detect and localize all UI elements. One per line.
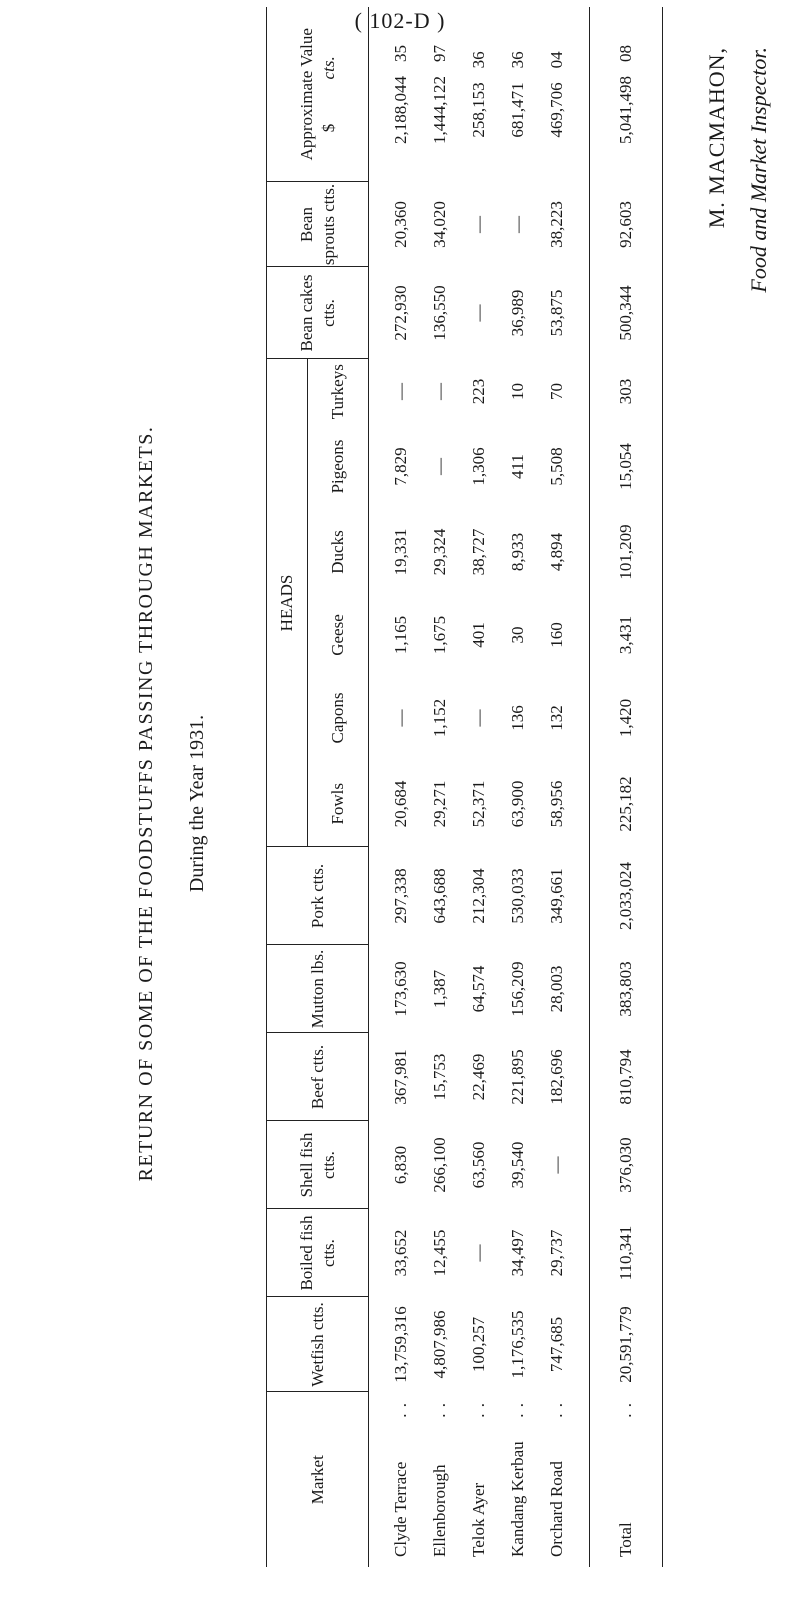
header-pork: Pork ctts. [267,847,369,945]
beef-cell: 15,753 [429,1053,449,1101]
market-name-cell [498,1392,537,1567]
pigeons-cell: 5,508 [546,447,566,486]
total-mutton: 383,803 [590,945,663,1033]
leader-dots: . . [468,1402,488,1418]
header-fowls: Fowls [308,761,369,847]
total-ducks: 101,209 [590,509,663,595]
total-shell-fish: 376,030 [590,1121,663,1209]
capons-cell: 1,152 [429,698,449,738]
table-row [459,7,498,1567]
value-cents: 97 [429,44,449,62]
pigeons-cell: 1,306 [468,447,488,486]
pigeons-cell: 411 [507,454,527,479]
mutton-cell: 28,003 [546,965,566,1013]
beef-cell: 221,895 [507,1049,527,1105]
total-label-cell [590,1392,663,1567]
beef-cell: 22,469 [468,1053,488,1101]
leader-dots: . . [507,1402,527,1418]
value-dollars: 469,706 [546,82,566,138]
value-cell [498,7,537,182]
fowls-cell: 52,371 [468,780,488,828]
wetfish-cell: 100,257 [468,1316,488,1373]
value-cents: 36 [468,51,488,69]
wetfish-cell: 4,807,986 [429,1310,449,1379]
header-row-main [267,7,308,1567]
capons-cell: — [390,709,410,727]
value-cents: 04 [546,51,566,69]
wetfish-cell: 1,176,535 [507,1310,527,1379]
pork-cell: 212,304 [468,868,488,924]
leader-dots: . . [429,1402,449,1418]
value-dollars: 1,444,122 [429,75,449,144]
value-cents: 35 [390,44,410,62]
total-wetfish: 20,591,779 [590,1297,663,1392]
header-value-dollar: $ [318,123,338,133]
shell-fish-cell: 6,830 [390,1145,410,1185]
header-value [267,7,369,182]
total-turkeys: 303 [590,359,663,424]
total-pigeons: 15,054 [590,424,663,509]
header-value-label: Approximate Value [297,28,317,161]
total-bean-cakes: 500,344 [590,267,663,359]
header-bean-cakes: Bean cakes ctts. [267,267,369,359]
total-row [590,7,663,1567]
bean-cakes-cell: 136,550 [429,285,449,341]
header-geese: Geese [308,595,369,675]
mutton-cell: 173,630 [390,961,410,1017]
capons-cell: — [468,709,488,727]
signature-name: M. MACMAHON, [704,47,729,229]
value-cell [381,7,420,182]
leader-dots: . . [616,1402,635,1418]
total-label: Total [616,1522,635,1557]
total-value [590,7,663,182]
shell-fish-cell: 266,100 [429,1137,449,1193]
market-name: Ellenborough [429,1464,449,1557]
total-geese: 3,431 [590,595,663,675]
header-ducks: Ducks [308,509,369,595]
market-name-cell [459,1392,498,1567]
pigeons-cell: — [429,458,449,475]
boiled-fish-cell: 34,497 [507,1229,527,1277]
bean-cakes-cell: 272,930 [390,285,410,341]
mutton-cell: 1,387 [429,969,449,1009]
header-turkeys: Turkeys [308,359,369,424]
value-cents: 36 [507,51,527,69]
signature-title: Food and Market Inspector. [746,47,771,293]
total-capons: 1,420 [590,675,663,761]
market-name: Telok Ayer [468,1482,488,1557]
boiled-fish-cell: 12,455 [429,1229,449,1277]
geese-cell: 1,165 [390,615,410,655]
turkeys-cell: 70 [546,383,566,400]
bean-sprouts-cell: — [468,215,488,233]
leader-dots: . . [546,1402,566,1418]
total-bean-sprouts: 92,603 [590,182,663,267]
wetfish-cell: 747,685 [546,1316,566,1373]
ducks-cell: 29,324 [429,528,449,576]
market-name-cell [381,1392,420,1567]
value-cell [459,7,498,182]
table-row [381,7,420,1567]
boiled-fish-cell: 29,737 [546,1229,566,1277]
geese-cell: 1,675 [429,615,449,655]
value-dollars: 681,471 [507,82,527,138]
header-bean-sprouts: Bean sprouts ctts. [267,182,369,267]
turkeys-cell: 223 [468,378,488,405]
total-fowls: 225,182 [590,761,663,847]
turkeys-cell: 10 [507,383,527,400]
foodstuffs-table [266,7,663,1567]
fowls-cell: 29,271 [429,780,449,828]
page-number: ( 102-D ) [354,8,446,33]
header-wetfish: Wetfish ctts. [267,1297,369,1392]
pork-cell: 297,338 [390,868,410,924]
header-boiled-fish: Boiled fish ctts. [267,1209,369,1297]
total-value-dollars: 5,041,498 [616,75,635,144]
bean-cakes-cell: 53,875 [546,289,566,337]
pigeons-cell: 7,829 [390,447,410,486]
pork-cell: 643,688 [429,868,449,924]
bean-cakes-cell: 36,989 [507,289,527,337]
capons-cell: 132 [546,705,566,731]
table-row [420,7,459,1567]
header-beef: Beef ctts. [267,1033,369,1121]
geese-cell: 401 [468,622,488,648]
header-market: Market [267,1392,369,1567]
market-name: Kandang Kerbau [507,1441,527,1557]
header-value-cents: cts. [318,56,338,80]
ducks-cell: 4,894 [546,532,566,572]
mutton-cell: 64,574 [468,965,488,1013]
total-boiled-fish: 110,341 [590,1209,663,1297]
market-name-cell [537,1392,576,1567]
page-title: RETURN OF SOME OF THE FOODSTUFFS PASSING THROUGH MARKETS. [135,425,157,1182]
ducks-cell: 19,331 [390,528,410,576]
turkeys-cell: — [429,383,449,400]
capons-cell: 136 [507,705,527,731]
bean-sprouts-cell: — [507,215,527,233]
turkeys-cell: — [390,383,410,400]
mutton-cell: 156,209 [507,961,527,1017]
page-subtitle: During the Year 1931. [186,714,208,893]
fowls-cell: 63,900 [507,780,527,828]
beef-cell: 367,981 [390,1049,410,1105]
total-beef: 810,794 [590,1033,663,1121]
market-name: Orchard Road [546,1461,566,1557]
geese-cell: 160 [546,622,566,648]
bean-sprouts-cell: 20,360 [390,201,410,248]
shell-fish-cell: — [546,1156,566,1174]
pork-cell: 349,661 [546,868,566,924]
bean-sprouts-cell: 38,223 [546,201,566,248]
value-dollars: 2,188,044 [390,75,410,144]
value-cell [420,7,459,182]
bean-sprouts-cell: 34,020 [429,201,449,248]
boiled-fish-cell: 33,652 [390,1229,410,1277]
header-value-units [318,7,339,182]
value-cell [537,7,576,182]
header-heads-group: HEADS [267,359,308,847]
fowls-cell: 58,956 [546,780,566,828]
shell-fish-cell: 63,560 [468,1141,488,1189]
total-pork: 2,033,024 [590,847,663,945]
market-name: Clyde Terrace [390,1461,410,1557]
pork-cell: 530,033 [507,868,527,924]
value-dollars: 258,153 [468,82,488,138]
geese-cell: 30 [507,626,527,644]
header-pigeons: Pigeons [308,424,369,509]
table-row [498,7,537,1567]
beef-cell: 182,696 [546,1049,566,1105]
boiled-fish-cell: — [468,1244,488,1262]
ducks-cell: 8,933 [507,532,527,572]
table-row [537,7,576,1567]
total-value-cents: 08 [616,44,635,62]
bean-cakes-cell: — [468,304,488,322]
leader-dots: . . [390,1402,410,1418]
fowls-cell: 20,684 [390,780,410,828]
market-name-cell [420,1392,459,1567]
ducks-cell: 38,727 [468,528,488,576]
wetfish-cell: 13,759,316 [390,1306,410,1383]
header-capons: Capons [308,675,369,761]
shell-fish-cell: 39,540 [507,1141,527,1189]
header-mutton: Mutton lbs. [267,945,369,1033]
header-shell-fish: Shell fish ctts. [267,1121,369,1209]
